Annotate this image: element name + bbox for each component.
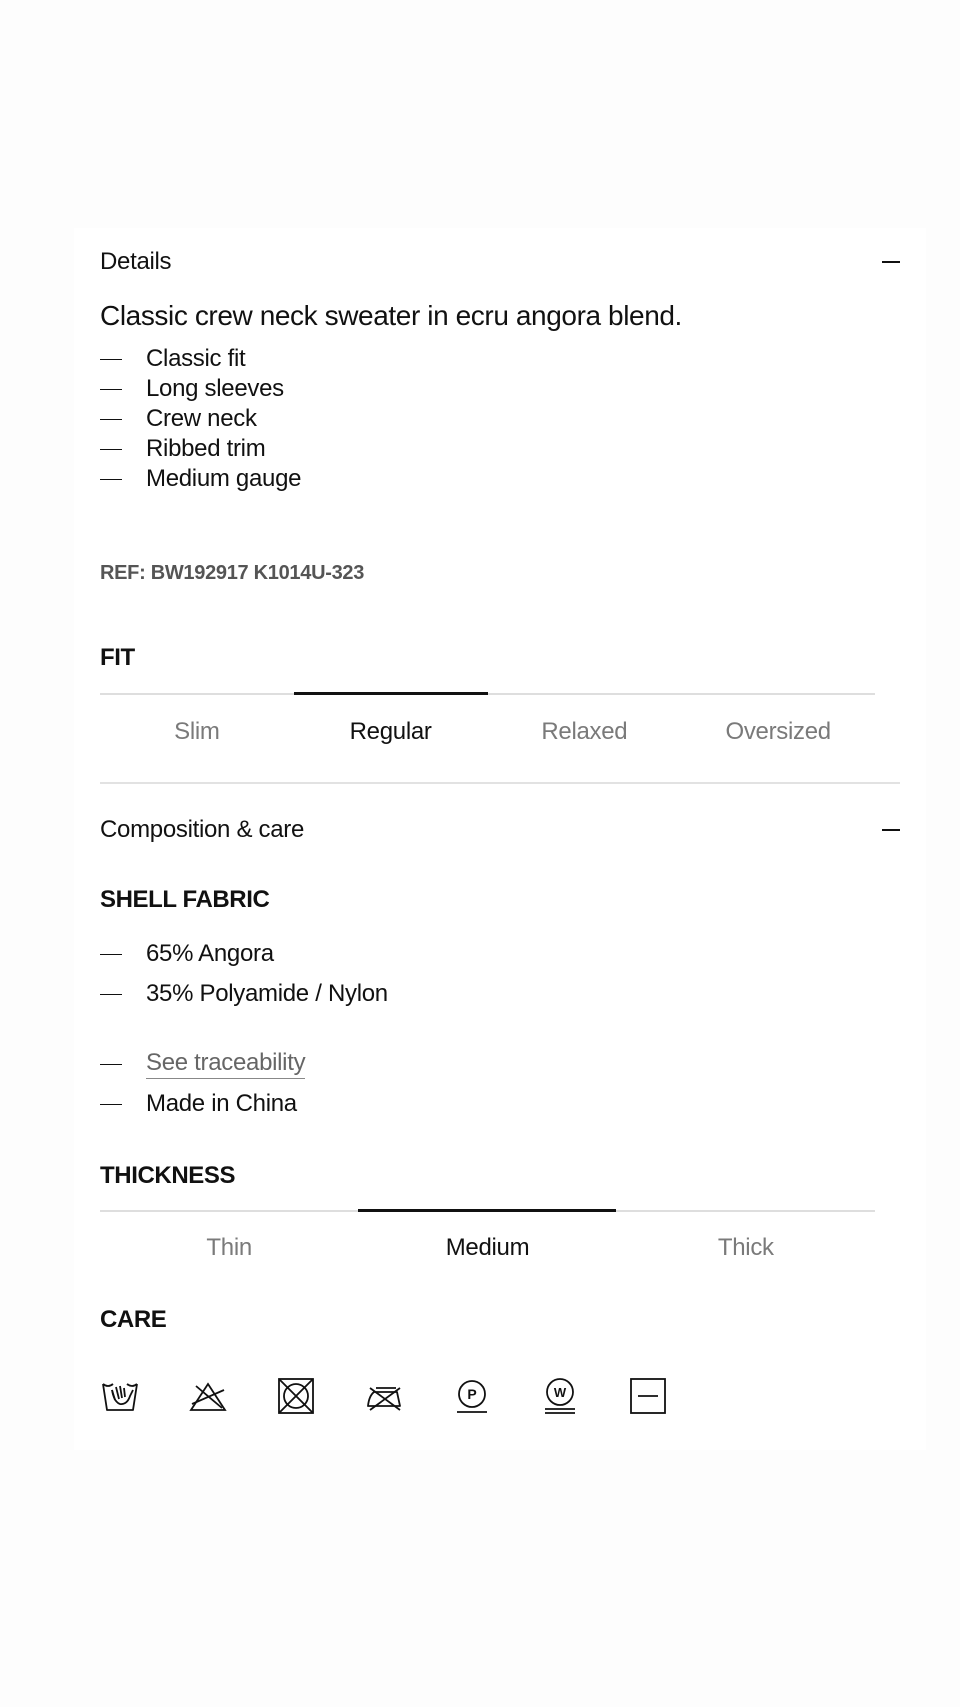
composition-accordion-header[interactable] [100,810,900,850]
thickness-option-medium: Medium [445,1234,530,1261]
thickness-option-thick: Thick [717,1234,774,1261]
product-info-card [74,228,926,1450]
care-letter-w: W [553,1385,567,1400]
product-description: Classic crew neck sweater in ecru angora blend. [100,300,682,331]
section-divider [100,782,900,784]
hand-wash-icon [100,1376,140,1416]
details-accordion-header[interactable] [100,242,900,282]
details-title: Details [100,248,172,275]
fit-selected-marker [294,692,488,695]
list-item [100,1044,305,1084]
care-icons [100,1376,668,1416]
dash-icon [100,980,146,1008]
thickness-option-thin: Thin [206,1234,252,1261]
dash-icon [100,940,146,968]
thickness-heading: THICKNESS [100,1162,236,1189]
care-heading: CARE [100,1306,167,1333]
collapse-icon[interactable] [882,261,900,263]
do-not-iron-icon [364,1376,404,1416]
thickness-scale-labels [100,1234,875,1262]
list-item: Long sleeves [100,374,301,404]
fit-option-relaxed: Relaxed [541,718,628,745]
fit-option-slim: Slim [174,718,220,745]
list-item [100,1084,305,1124]
origin-text: Made in China [146,1090,297,1117]
shell-fabric-heading: SHELL FABRIC [100,886,270,913]
list-item: 65% Angora [100,934,388,974]
fit-scale-track [100,693,875,695]
professional-dry-clean-p-icon [452,1376,492,1416]
material-list [100,934,388,1014]
origin-list [100,1044,305,1124]
professional-wet-clean-w-icon [540,1376,580,1416]
dash-icon [100,1090,146,1118]
fit-heading: FIT [100,644,135,671]
dash-icon [100,345,146,373]
dry-flat-icon [628,1376,668,1416]
traceability-link[interactable]: See traceability [146,1049,305,1079]
list-item: Classic fit [100,344,301,374]
fit-option-oversized: Oversized [725,718,831,745]
dash-icon [100,405,146,433]
dash-icon [100,435,146,463]
dash-icon [100,1050,146,1078]
fit-scale-labels [100,718,875,746]
do-not-bleach-icon [188,1376,228,1416]
dash-icon [100,465,146,493]
collapse-icon[interactable] [882,829,900,831]
dash-icon [100,375,146,403]
care-letter-p: P [467,1386,477,1402]
list-item: Crew neck [100,404,301,434]
thickness-scale-track [100,1210,875,1212]
thickness-selected-marker [358,1209,616,1212]
list-item: 35% Polyamide / Nylon [100,974,388,1014]
do-not-tumble-dry-icon [276,1376,316,1416]
composition-title: Composition & care [100,816,305,843]
list-item: Ribbed trim [100,434,301,464]
product-reference: REF: BW192917 K1014U-323 [100,562,365,584]
fit-option-regular: Regular [349,718,432,745]
feature-list [100,344,301,494]
list-item: Medium gauge [100,464,301,494]
